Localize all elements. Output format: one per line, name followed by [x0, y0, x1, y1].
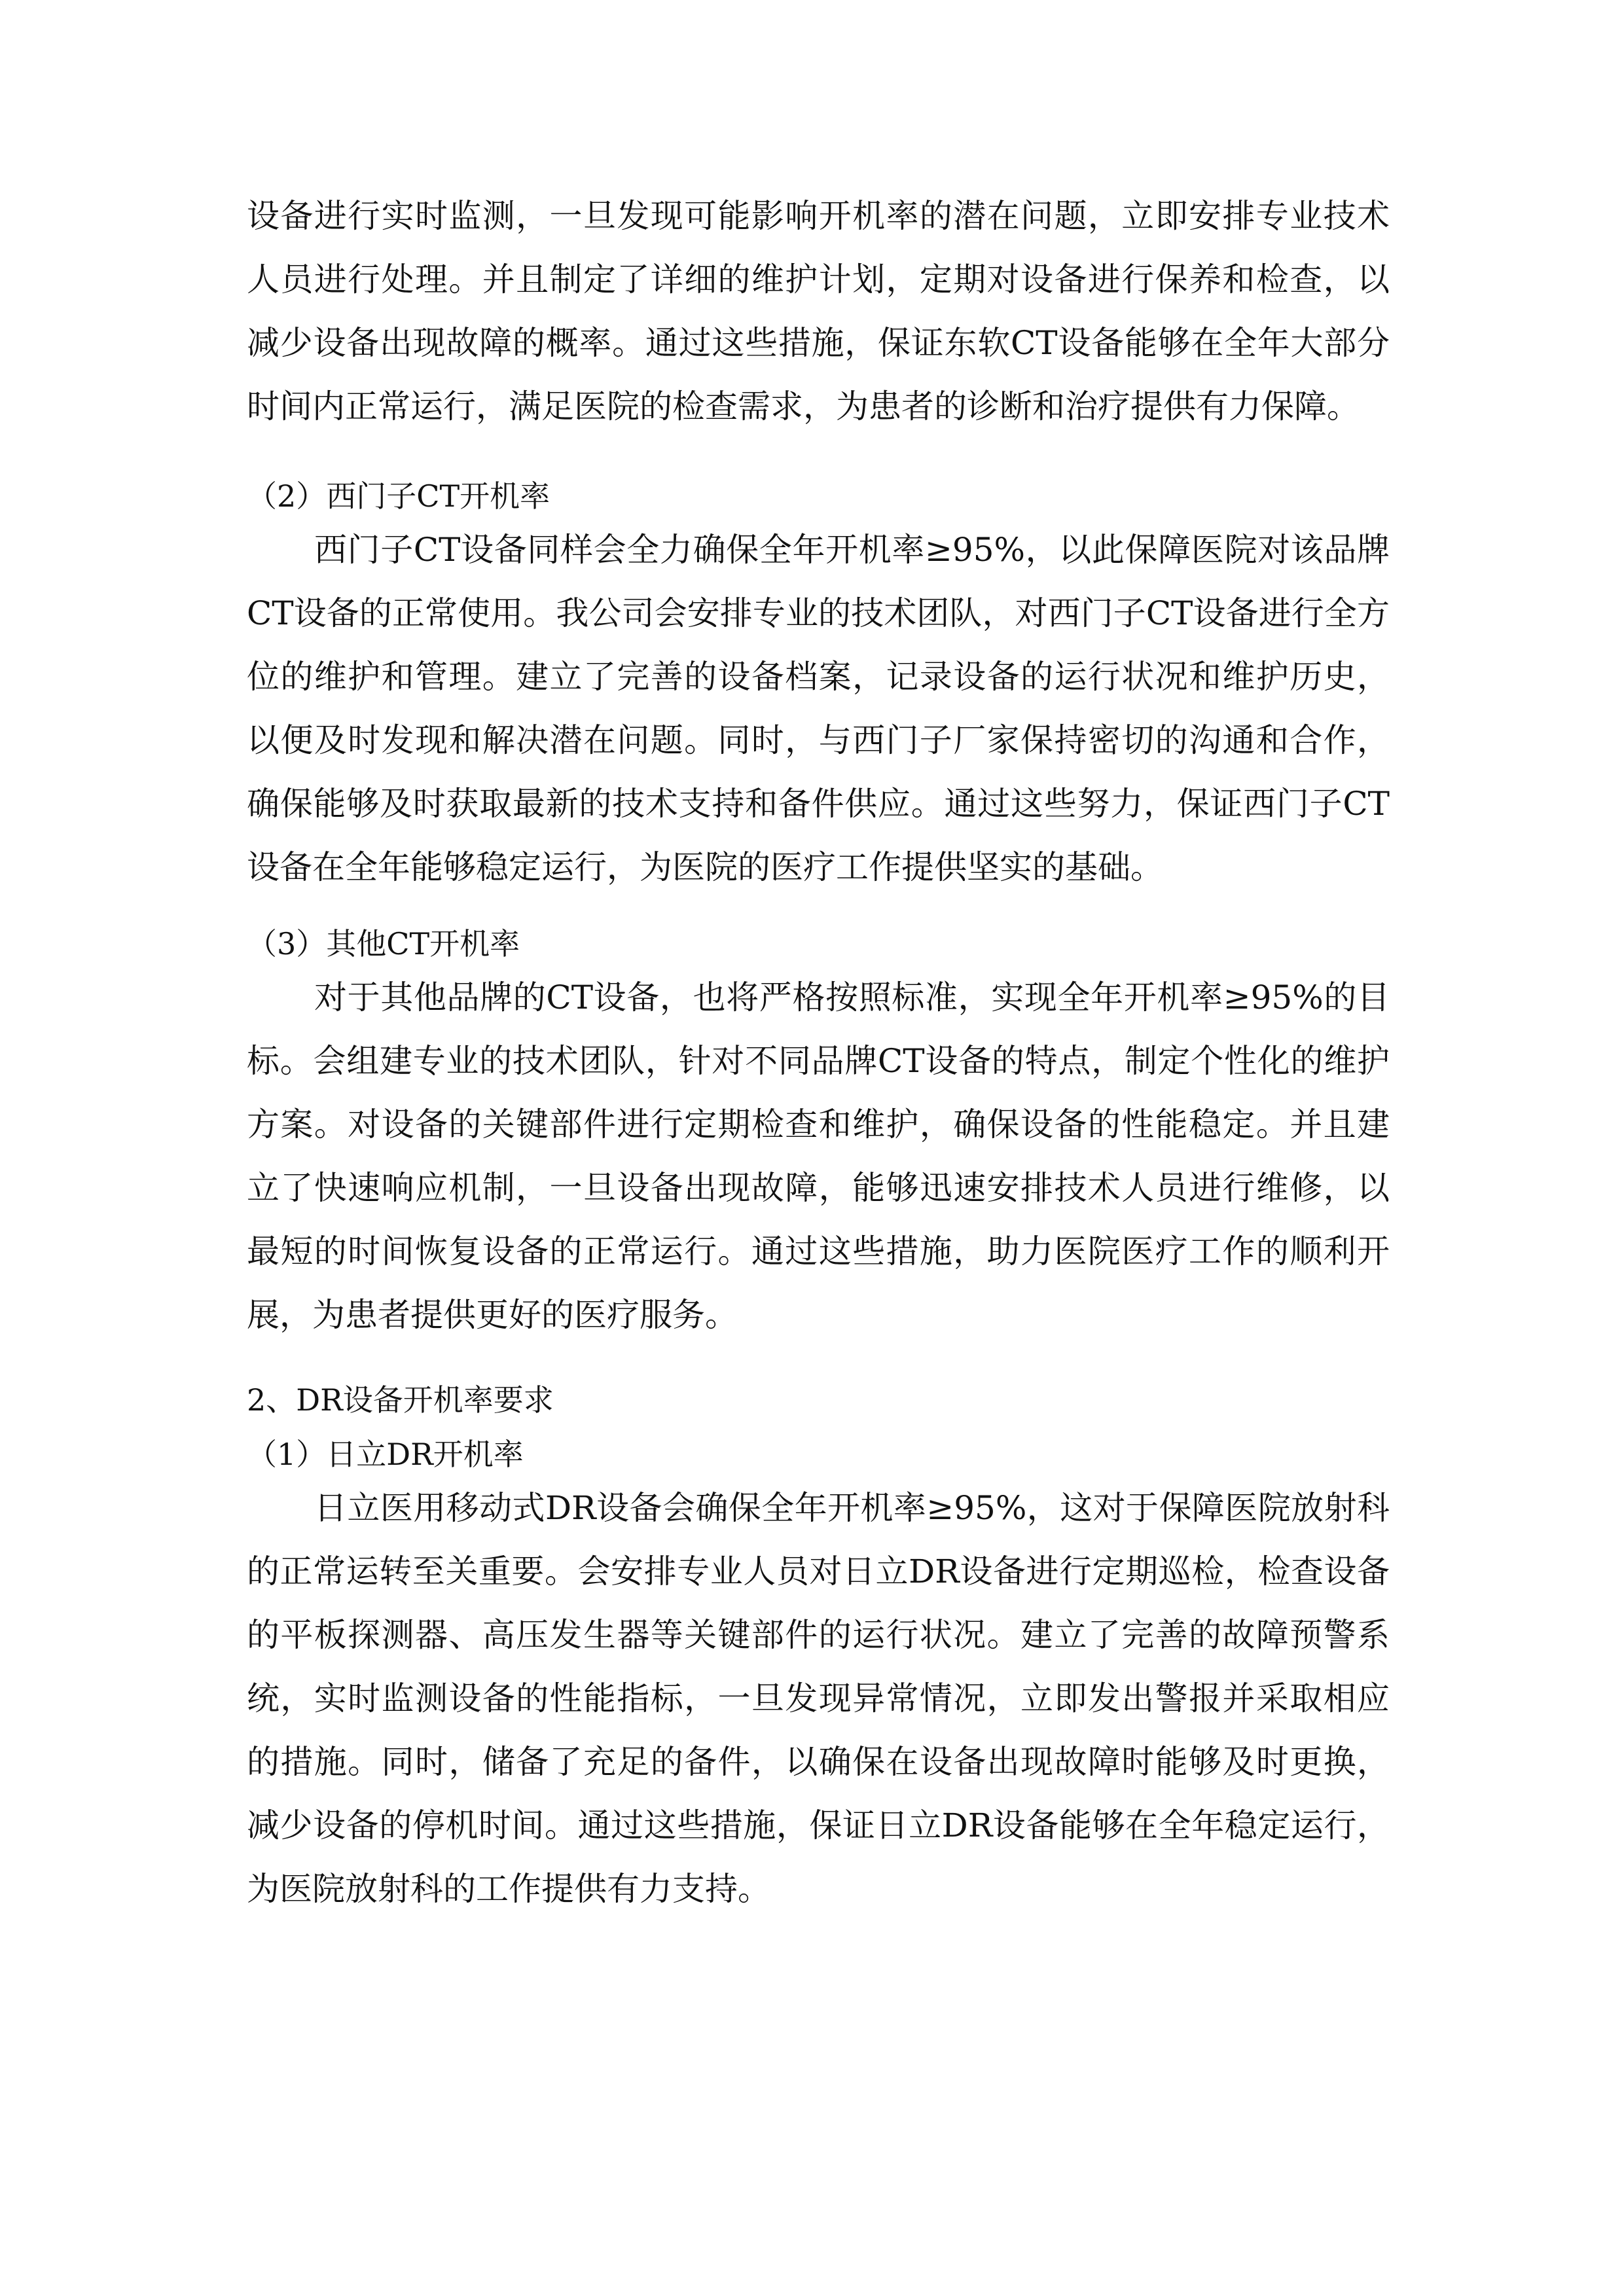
- heading-other-ct-uptime: （3）其他CT开机率: [247, 926, 520, 961]
- heading-siemens-ct-uptime: （2）西门子CT开机率: [247, 478, 550, 514]
- paragraph-hitachi-dr: 日立医用移动式DR设备会确保全年开机率≥95%，这对于保障医院放射科的正常运转至关重要。会安排专业人员对日立DR设备进行定期巡检，检查设备的平板探测器、高压发生器等关键部件的运行状况。建立了完善的故障预警系统，实时监测设备的性能指标，一旦发现异常情况，立即发出警报并采取相应的措施。同时，储备了充足的备件，以确保在设备出现故障时能够及时更换，减少设备的停机时间。通过这些措施，保证日立DR设备能够在全年稳定运行，为医院放射科的工作提供有力支持。: [247, 1489, 1390, 1908]
- paragraph-dongruan-ct-continued: 设备进行实时监测，一旦发现可能影响开机率的潜在问题，立即安排专业技术人员进行处理。并且制定了详细的维护计划，定期对设备进行保养和检查，以减少设备出现故障的概率。通过这些措施，保证东软CT设备能够在全年大部分时间内正常运行，满足医院的检查需求，为患者的诊断和治疗提供有力保障。: [247, 197, 1390, 425]
- heading-dr-uptime-requirements: 2、DR设备开机率要求: [247, 1382, 554, 1418]
- paragraph-siemens-ct: 西门子CT设备同样会全力确保全年开机率≥95%，以此保障医院对该品牌CT设备的正常使用。我公司会安排专业的技术团队，对西门子CT设备进行全方位的维护和管理。建立了完善的设备档案，记录设备的运行状况和维护历史，以便及时发现和解决潜在问题。同时，与西门子厂家保持密切的沟通和合作，确保能够及时获取最新的技术支持和备件供应。通过这些努力，保证西门子CT设备在全年能够稳定运行，为医院的医疗工作提供坚实的基础。: [247, 531, 1390, 886]
- heading-hitachi-dr-uptime: （1）日立DR开机率: [247, 1437, 524, 1472]
- paragraph-other-ct: 对于其他品牌的CT设备，也将严格按照标准，实现全年开机率≥95%的目标。会组建专业的技术团队，针对不同品牌CT设备的特点，制定个性化的维护方案。对设备的关键部件进行定期检查和维护，确保设备的性能稳定。并且建立了快速响应机制，一旦设备出现故障，能够迅速安排技术人员进行维修，以最短的时间恢复设备的正常运行。通过这些措施，助力医院医疗工作的顺利开展，为患者提供更好的医疗服务。: [247, 978, 1390, 1334]
